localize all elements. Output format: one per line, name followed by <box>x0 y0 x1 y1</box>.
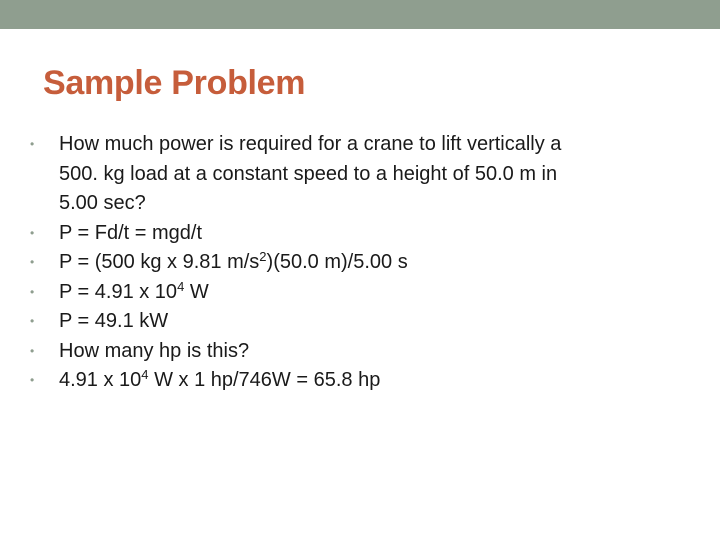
bullet-text: How many hp is this? <box>59 339 250 362</box>
bullet-text-end: W <box>184 280 209 303</box>
bullet-text-end: W x 1 hp/746W = 65.8 hp <box>148 369 381 391</box>
bullet-item-power-kilowatts <box>30 307 680 337</box>
bullet-text: P = Fd/t = mgd/t <box>59 221 203 244</box>
bullet-item-hp-question <box>30 337 680 367</box>
bullet-icon: • <box>30 373 35 387</box>
bullet-text <box>59 251 408 273</box>
bullet-text <box>59 369 380 391</box>
superscript-exponent: 2 <box>259 249 267 264</box>
bullet-item-power-watts <box>30 278 680 308</box>
bullet-item-substitution <box>30 248 680 278</box>
top-accent-bar <box>0 0 720 29</box>
slide-title: Sample Problem <box>43 64 306 102</box>
bullet-text-start: 4.91 x 10 <box>59 369 142 391</box>
bullet-text: How much power is required for a crane to lift vertically a 500. kg load at a constant speed to a height of 50.0 m in 5.00 sec? <box>59 133 562 214</box>
bullet-list <box>30 130 680 396</box>
bullet-icon: • <box>30 343 35 358</box>
bullet-icon: • <box>30 137 35 151</box>
bullet-text-end: )(50.0 m)/5.00 s <box>266 251 408 273</box>
superscript-exponent: 4 <box>141 367 149 382</box>
bullet-item-formula <box>30 219 680 249</box>
bullet-item-question <box>30 130 680 219</box>
bullet-icon: • <box>30 284 35 299</box>
superscript-exponent: 4 <box>177 278 185 294</box>
bullet-text <box>59 278 209 303</box>
bullet-icon: • <box>30 314 35 328</box>
bullet-text: P = 49.1 kW <box>59 310 169 332</box>
bullet-icon: • <box>30 225 35 240</box>
bullet-text-start: P = 4.91 x 10 <box>59 280 178 303</box>
bullet-item-hp-answer <box>30 366 680 396</box>
bullet-text-start: P = (500 kg x 9.81 m/s <box>59 251 260 273</box>
bullet-icon: • <box>30 255 35 269</box>
